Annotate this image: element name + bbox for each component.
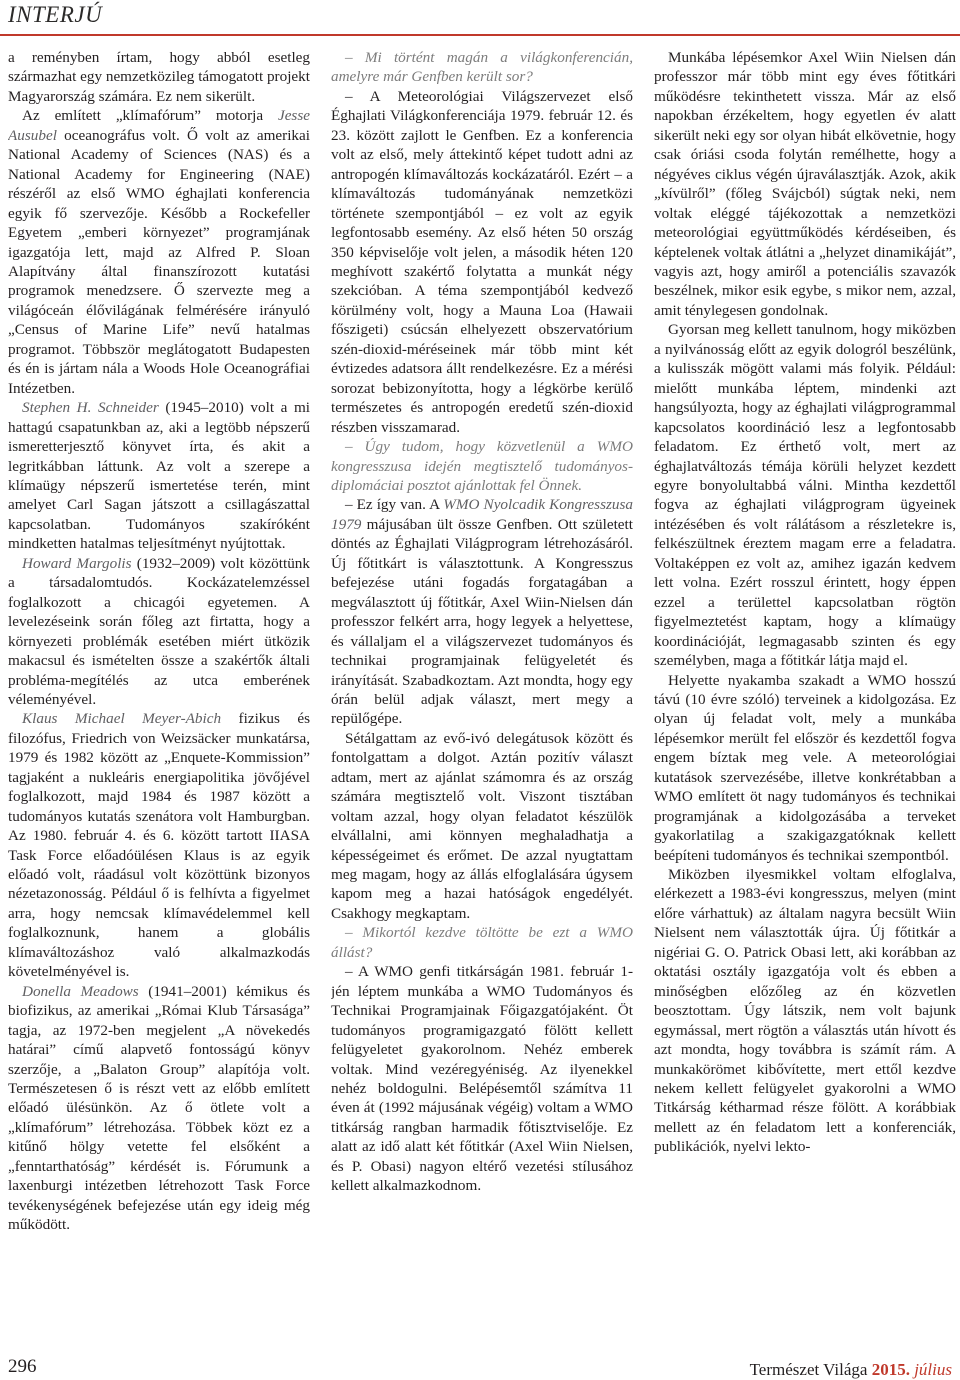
paragraph: Howard Margolis (1932–2009) volt közöttünk a társadalomtudós. Kockázatelemzéssel foglalkozott a chicagói egyetemen. A levelezéseink során főleg azt firtatta, hogy a környezeti problémák esetében miért ütközik makacsul és ismételten össze a szakértők általi probléma-megítélés az utca emberének véleményével. bbox=[8, 554, 310, 708]
page-footer bbox=[0, 1346, 960, 1379]
person-name: Stephen H. Schneider bbox=[22, 399, 159, 417]
paragraph: Munkába lépésemkor Axel Wiin Nielsen dán professzor már több mint egy éves főtitkári működésre tekinthetett vissza. Már az első napokban érzékeltem, hogy egyetlen év alatt sikerült neki egy sor olyan hibát elkövetnie, hogy csak óriási csoda folytán remélhette, hogy a négyéves ciklus végén újraválasztják. Azok, akik „kívülről” (főleg Svájcból) súgtak neki, nem voltak eléggé tájékozottak a nemzetközi meteorológiai együttműködés kérdéseiben, és képtelenek voltak átlátni a „helyzet dinamikáját”, vagyis azt, hogy amiről a potenciális szavazók beszélnek, mikor esik egybe, s mikor nem, azzal, amit ténylegesen gondolnak. bbox=[654, 49, 956, 319]
interview-answer: – A Meteorológiai Világszervezet első Éghajlati Világkonferenciája 1979. február 12. és 23. között zajlott le Genfben. Ez a konferencia volt az első, mely áttekintő képet tudott adni az antropogén klímaváltozás kockázatáról. Ezért – a klímaváltozás tudományának nemzetközi története szempontjából – ez volt az egyik legfontosabb esemény. Az első héten 50 ország 350 képviselője volt jelen, a második héten 120 meghívott szakértő folytatta a munkát négy szekcióban. A téma szempontjából kedvező körülmény volt, hogy a Mauna Loa (Hawaii főszigeti) csúcsán elhelyezett obszervatórium szén-dioxid-méréseinek már több mint két évtizedes adatsora állt rendelkezésre. Ez a mérési sorozat bebizonyította, hogy a légkörbe kerülő természetes és antropogén eredetű szén-dioxid részben visszamarad. bbox=[331, 87, 633, 436]
header-rule bbox=[0, 34, 960, 36]
column-1 bbox=[8, 48, 310, 1338]
page-header bbox=[0, 0, 960, 34]
interview-question: – Mikortól kezdve töltötte be ezt a WMO állást? bbox=[331, 924, 633, 961]
paragraph: Miközben ilyesmikkel voltam elfoglalva, elérkezett a 1983-évi kongresszus, melyen (mint előre várhattuk) az általam nagyra becsült Wiin Nielsent nem választották újra. Új főtitkár a nigériai G. O. Patrick Obasi lett, aki korábban az oktatási osztály igazgatója volt és ebben a minőségben előzőleg az én közvetlen beosztottam. Úgy látszik, nem volt bajunk egymással, mert rögtön a választás után hívott és azt mondta, hogy továbbra is számít rám. A munkakörömet kibővítette, mert ettől kezdve nekem kellett felügyelet gyakorolni a WMO Titkárság kétharmad része fölött. A korábbiak mellett az én feladatom lett a konferenciák, publikációk, nyelvi lekto- bbox=[654, 866, 956, 1156]
column-2 bbox=[331, 48, 633, 1338]
person-name: Donella Meadows bbox=[22, 982, 139, 1000]
interview-answer: – A WMO genfi titkárságán 1981. február 1-jén léptem munkába a WMO Tudományos és Technikai Programjainak Főigazgatójaként. Öt tudományos programigazgató fölött kellett felügyeletet gyakorolnom. Nehéz emberek voltak. Mind vezéregyéniség. Az ilyenekkel nehéz boldogulni. Belépésemtől számítva 11 éven át (1992 májusának végéig) voltam a WMO titkárság rangban harmadik főtisztviselője. Ez alatt az idő alatt két főtitkár (Axel Wiin Nielsen, és P. Obasi) nagyon eltérő vezetési stílusához kellett alkalmazkodnom. bbox=[331, 963, 633, 1195]
page-number: 296 bbox=[8, 1356, 37, 1377]
magazine-credit bbox=[750, 1360, 952, 1380]
interview-question: – Mi történt magán a világkonferencián, amelyre már Genfben került sor? bbox=[331, 49, 633, 86]
paragraph: a reményben írtam, hogy abból esetleg származhat egy nemzetközileg támogatott projekt Magyarország számára. Ez nem sikerült. bbox=[8, 49, 310, 105]
magazine-name: Természet Világa bbox=[749, 1360, 868, 1379]
paragraph: Helyette nyakamba szakadt a WMO hosszú távú (10 évre szóló) terveinek a kidolgozása. Ez olyan új feladat volt, mely a munkába lépésemkor merült fel először és kezdettől fogva engem bíztak meg vele. A meteorológiai kutatások szervezésébe, illetve konkrétabban a WMO említett öt nagy tudományos és technikai programjának a kidolgozásába a terveket gyakorlatilag a szakigazgatóknak kellett beépíteni tudományos és technikai szempontból. bbox=[654, 671, 956, 864]
interview-answer: Sétálgattam az evő-ivó delegátusok között és fontolgattam a dolgot. Aztán pozitív választ adtam, mert az ajánlat számomra és az ország számára megtisztelő volt. Viszont tisztában voltam azzal, hogy olyan feladatot készülök elvállalni, ami könnyen meghaladhatja a képességeimet és erőmet. De azzal nyugtattam meg magam, hogy az állás elfoglalására úgysem kapom meg a hazai hatóságok engedélyét. Csakhogy megkaptam. bbox=[331, 729, 633, 922]
interview-answer: – Ez így van. A WMO Nyolcadik Kongresszusa 1979 májusában ült össze Genfben. Ott született döntés az Éghajlati Világprogram létrehozásáról. Új főtitkárt is választottunk. A Kongresszus befejezése utáni fogadás forgatagában a megválasztott új főtitkár, Axel Wiin-Nielsen dán professzor felkért arra, hogy legyek a helyettese, és vállaljam el a világszervezet tudományos és technikai programjainak felügyeletét és irányítását. Szabadkoztam. Azt mondta, hogy egy órán belül adjak választ, mert megy a repülőgépe. bbox=[331, 496, 633, 728]
paragraph: Az említett „klímafórum” motorja Jesse Ausubel oceanográfus volt. Ő volt az amerikai National Academy of Sciences (NAS) és a National Academy for Engineering (NAE) részéről az első WMO éghajlati konferencia egyik fő szervezője. Később a Rockefeller Egyetem „emberi környezet” programjának igazgatója lett, majd az Alfred P. Sloan Alapítvány által finanszírozott kutatási programok menedzsere. Ő szervezte meg a világóceán élővilágának felmérésére irányuló „Census of Marine Life” nevű hatalmas programot. Többször meglátogatott Budapesten és én is jártam nála a Woods Hole Oceanográfiai Intézetben. bbox=[8, 107, 310, 397]
event-name: WMO Nyolcadik Kongresszusa 1979 bbox=[331, 496, 633, 533]
issue-month: július bbox=[914, 1360, 952, 1379]
person-name: Jesse Ausubel bbox=[8, 107, 310, 144]
section-title: INTERJÚ bbox=[8, 2, 103, 27]
person-name: Klaus Michael Meyer-Abich bbox=[22, 710, 222, 728]
paragraph: Stephen H. Schneider (1945–2010) volt a mi hattagú csapatunkban az, aki a legtöbb népszerű ismeretterjesztő könyvet írta, és akit a legritkábban láttunk. Az volt a szerepe a klímaügy népszerű ismertetése terén, mint amelyet Carl Sagan játszott a csillagászattal kapcsolatban. Tudományos szakíróként mindketten hatalmas teljesítményt nyújtottak. bbox=[8, 399, 310, 553]
paragraph: Gyorsan meg kellett tanulnom, hogy miközben a nyilvánosság előtt az egyik dologról beszélünk, a kulisszák mögött valami más folyik. Például: mielőtt munkába léptem, mindenki azt hangsúlyozta, hogy az éghajlati világprogrammal kapcsolatos koordináció lesz a legfontosabb feladatom. Ez érthető volt, mert az éghajlatváltozás témája körüli helyzet kezdett egyre bonyolultabbá válni. Mintha kezdettől fogva az éghajlati világprogram ügyeinek intézésében és volt rálátásom a részletekre is, felkészültnek éreztem magam erre a feladatra. Voltaképpen ez volt az, amihez igazán kedvem lett volna. Ezért rosszul érintett, hogy éppen ezzel a területtel kapcsolatban rögtön figyelmeztetést kaptam, hogy a klímaügy koordinációját, legmagasabb szinten és egy személyben, maga a főtitkár látja majd el. bbox=[654, 321, 956, 670]
paragraph: Donella Meadows (1941–2001) kémikus és biofizikus, az amerikai „Római Klub Társasága” tagja, az 1972-ben megjelent „A növekedés határai” című alapvető fontosságú könyv szerzője, a „Balaton Group” alapítója volt. Természetesen ő is részt vett az előbb említett előadó ülésünkön. Az ő ötlete volt a „klímafórum” létrehozása. Többek közt ez a kitűnő hölgy vetette fel elsőként a „fenntarthatóság” kérdését is. Fórumunk a laxenburgi intézetben létrehozott Task Force tevékenységének befejezése után egy ideig még működött. bbox=[8, 982, 310, 1234]
column-3 bbox=[654, 48, 956, 1338]
issue-year: 2015. bbox=[871, 1360, 910, 1379]
interview-question: – Úgy tudom, hogy közvetlenül a WMO kongresszusa idején megtisztelő tudományos-diplomáciai posztot ajánlottak fel Önnek. bbox=[331, 438, 633, 494]
person-name: Howard Margolis bbox=[22, 554, 132, 572]
paragraph: Klaus Michael Meyer-Abich fizikus és filozófus, Friedrich von Weizsäcker munkatársa, 1979 és 1982 között az „Enquete-Kommission” tagjaként a nukleáris energiapolitika jövőjével foglalkozott, majd 1984 és 1987 között a tudományos kutatás szenátora volt Hamburgban. Az 1980. február 4. és 6. között tartott IIASA Task Force előadóülésen Klaus is az egyik előadó volt, ráadásul volt közöttünk bizonyos nézetazonosság. Például ő is felhívta a figyelmet arra, hogy nemcsak klímavédelemmel kell foglalkoznunk, hanem a globális klímaváltozáshoz való alkalmazkodás követelményével is. bbox=[8, 710, 310, 981]
